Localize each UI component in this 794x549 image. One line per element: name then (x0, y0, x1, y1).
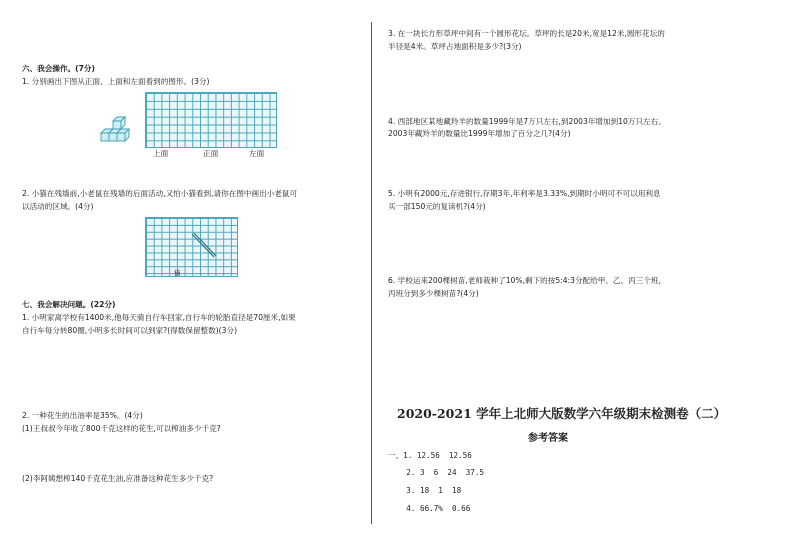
question-7-5-line2: 买一部150元的复读机?(4分) (388, 202, 486, 211)
cat-label: 猫 (174, 269, 181, 277)
question-7-1-line1: 1. 小明家离学校有1400米,他每天骑自行车回家,自行车的轮胎直径是70厘米,如果 (22, 313, 296, 322)
question-7-5-line1: 5. 小明有2000元,存进银行,存期3年,年利率是3.33%,到期时小明可不可以用利息 (388, 189, 661, 198)
section7-title: 七、我会解决问题。(22分) (22, 300, 116, 309)
question-7-3-line2: 半径是4米。草坪占地面积是多少?(3分) (388, 42, 522, 51)
section6-title: 六、我会操作。(7分) (22, 64, 95, 73)
wall-segment (190, 232, 218, 260)
answer-line: 2. 3 6 24 37.5 (388, 468, 485, 477)
grid-label-left: 左面 (249, 149, 265, 158)
question-7-6-line1: 6. 学校运来200棵树苗,老师栽种了10%,剩下的按5:4:3分配给甲、乙、丙三个班, (388, 276, 661, 285)
question-6-2-line1: 2. 小猫在残墙前,小老鼠在残墙的后面活动,又怕小猫看到,请你在图中画出小老鼠可 (22, 189, 298, 198)
answer-line: 3. 18 1 18 (388, 486, 462, 495)
answer-line: 4. 66.7% 0.66 (388, 504, 471, 513)
question-6-2-line2: 以活动的区域。(4分) (22, 202, 94, 211)
question-7-2: 2. 一种花生的出油率是35%。(4分) (22, 411, 143, 420)
question-6-1: 1. 分别画出下图从正面、上面和左面看到的图形。(3分) (22, 77, 210, 86)
grid-label-top: 上面 (153, 149, 169, 158)
question-7-2-b: (2)李阿姨想榨140千克花生油,应准备这种花生多少千克? (22, 474, 214, 483)
paper-title: 2020-2021 学年上北师大版数学六年级期末检测卷（二） (397, 406, 727, 421)
column-divider (371, 22, 372, 524)
question-7-1-line2: 自行车每分转80圈,小明多长时间可以到家?(得数保留整数)(3分) (22, 326, 238, 335)
question-7-3-line1: 3. 在一块长方形草坪中间有一个圆形花坛。草坪的长是20米,宽是12米,圆形花坛的 (388, 29, 665, 38)
question-7-6-line2: 丙班分到多少棵树苗?(4分) (388, 289, 479, 298)
cube-stack-figure (99, 113, 139, 147)
answer-title: 参考答案 (528, 433, 568, 444)
question-7-4-line1: 4. 西部地区某地藏羚羊的数量1999年是7万只左右,到2003年增加到10万只左右。 (388, 117, 666, 126)
drawing-grid-views[interactable] (145, 92, 277, 148)
answer-line: 一、1. 12.56 12.56 (388, 451, 472, 460)
question-7-4-line2: 2003年藏羚羊的数量比1999年增加了百分之几?(4分) (388, 129, 571, 138)
question-7-2-a: (1)王叔叔今年收了800千克这样的花生,可以榨油多少千克? (22, 424, 221, 433)
grid-label-front: 正面 (203, 149, 219, 158)
